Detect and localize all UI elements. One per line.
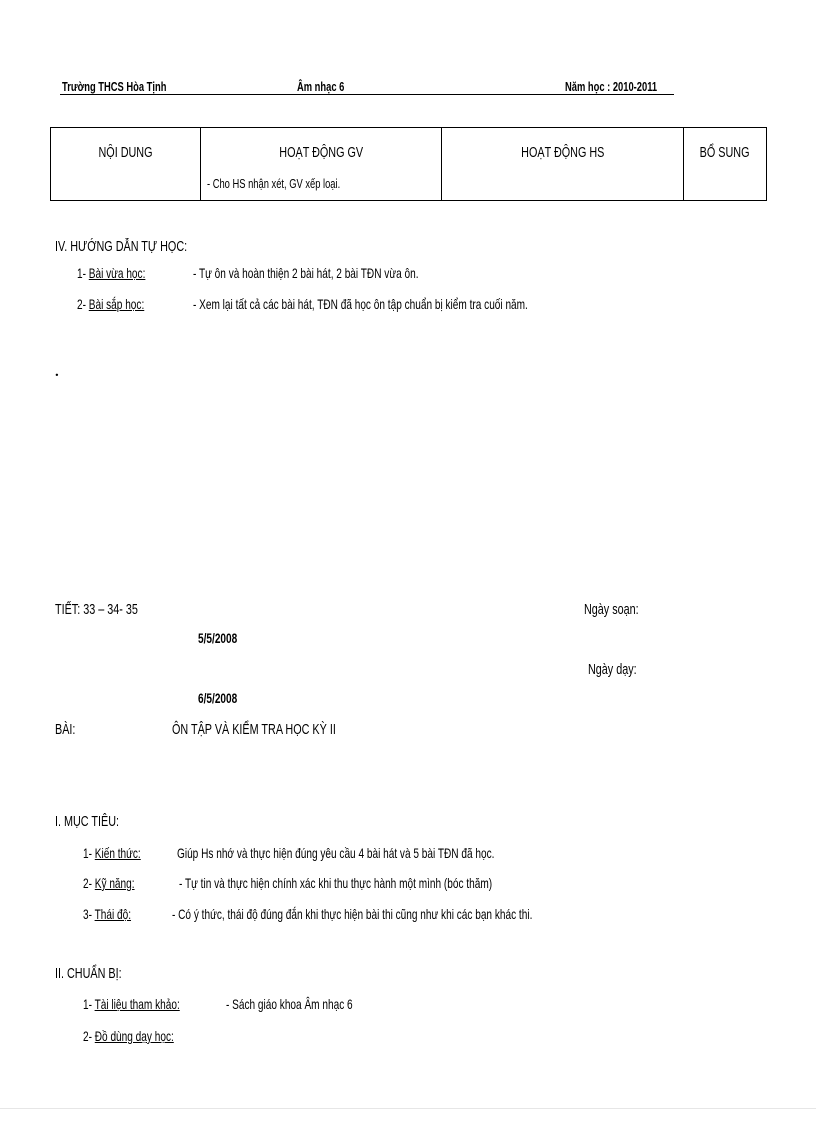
bai-label: BÀI:: [55, 721, 76, 738]
section2-title: II. CHUẨN BỊ:: [55, 965, 122, 982]
col-hoat-dong-gv: [201, 128, 442, 201]
ngay-day-label: Ngày dạy:: [588, 661, 637, 678]
section4-title: IV. HƯỚNG DẪN TỰ HỌC:: [55, 238, 188, 255]
header-hoat-dong-gv: HOẠT ĐỘNG GV: [279, 144, 363, 161]
section2-item-1-label: 1- Tài liệu tham khảo:: [83, 996, 180, 1012]
section4-item-2-label: 2- Bài sắp học:: [77, 296, 145, 312]
section1-item-3-label: 3- Thái độ:: [83, 906, 132, 922]
activity-table: [50, 127, 767, 201]
school-name: Trường THCS Hòa Tịnh: [62, 79, 167, 94]
ngay-soan-value: 5/5/2008: [198, 630, 238, 646]
page-bottom-edge: [0, 1108, 816, 1109]
col-noi-dung: [51, 128, 201, 201]
section1-item-2-text: - Tự tin và thực hiện chính xác khi thu thực hành một mình (bóc thăm): [179, 875, 493, 891]
col-bo-sung: [684, 128, 767, 201]
section1-item-1-text: Giúp Hs nhớ và thực hiện đúng yêu cầu 4 bài hát và 5 bài TĐN đã học.: [177, 845, 495, 861]
section4-item-2-text: - Xem lại tất cả các bài hát, TĐN đã học ôn tập chuẩn bị kiểm tra cuối năm.: [193, 296, 528, 312]
section1-title: I. MỤC TIÊU:: [55, 813, 120, 830]
bai-title: ÔN TẬP VÀ KIỂM TRA HỌC KỲ II: [172, 721, 336, 738]
section1-item-2-label: 2- Kỹ năng:: [83, 875, 135, 891]
section2-item-2-label: 2- Đồ dùng dạy học:: [83, 1028, 174, 1044]
school-year: Năm học : 2010-2011: [565, 79, 658, 94]
header-bo-sung: BỔ SUNG: [700, 144, 750, 161]
ngay-day-value: 6/5/2008: [198, 690, 238, 706]
section2-item-1-text: - Sách giáo khoa Âm nhạc 6: [226, 996, 353, 1012]
header-hoat-dong-hs: HOẠT ĐỘNG HS: [520, 144, 605, 161]
section4-item-1-label: 1- Bài vừa học:: [77, 265, 146, 281]
header-noi-dung: NỘI DUNG: [98, 144, 153, 161]
stray-dot: .: [55, 364, 59, 380]
col-hoat-dong-hs: [442, 128, 684, 201]
gv-note: - Cho HS nhận xét, GV xếp loại.: [207, 176, 341, 191]
section1-item-1-label: 1- Kiến thức:: [83, 845, 141, 861]
section4-item-1-text: - Tự ôn và hoàn thiện 2 bài hát, 2 bài TĐN vừa ôn.: [193, 265, 419, 281]
subject-title: Âm nhạc 6: [297, 79, 345, 94]
tiet-label: TIẾT: 33 – 34- 35: [55, 601, 138, 618]
section1-item-3-text: - Có ý thức, thái độ đúng đắn khi thực hiện bài thi cũng như khi các bạn khác thi.: [172, 906, 533, 922]
header-rule: [60, 94, 674, 95]
ngay-soan-label: Ngày soạn:: [584, 601, 639, 618]
